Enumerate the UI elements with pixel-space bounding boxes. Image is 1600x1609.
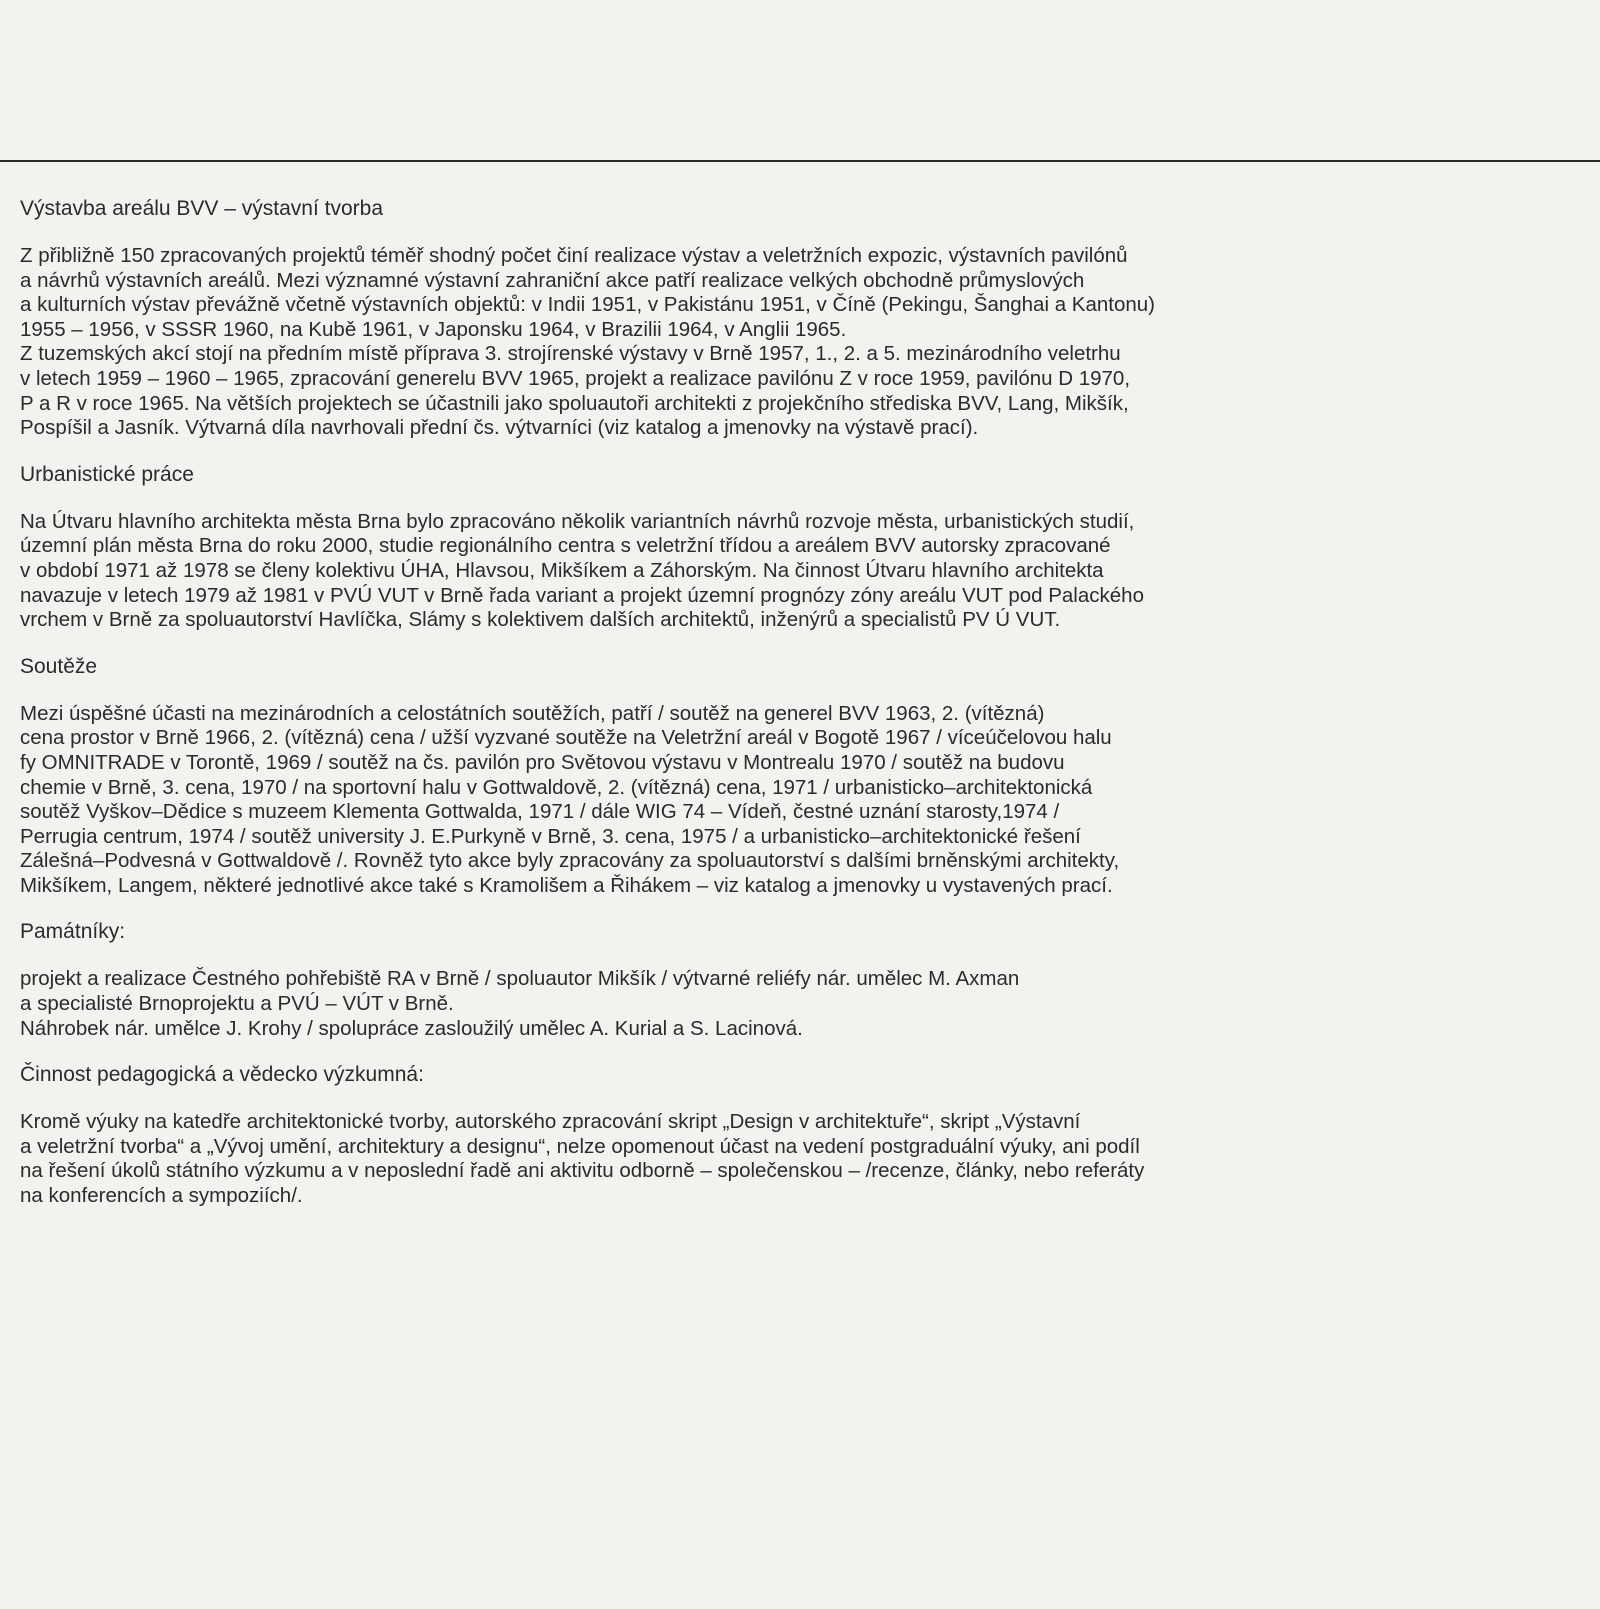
text-line: Z přibližně 150 zpracovaných projektů téměř shodný počet činí realizace výstav a veletržních expozic, výstavních pavilónů: [20, 244, 1128, 267]
text-line: Zálešná–Podvesná v Gottwaldově /. Rovněž tyto akce byly zpracovány za spoluautorství s dalšími brněnskými architekty,: [20, 849, 1120, 873]
section-memorials: [20, 918, 1460, 1041]
section-body: [20, 702, 1460, 899]
section-heading: Činnost pedagogická a vědecko výzkumná:: [20, 1063, 424, 1087]
text-line: navazuje v letech 1979 až 1981 v PVÚ VUT v Brně řada variant a projekt územní prognózy zóny areálu VUT pod Palackého: [20, 583, 1144, 607]
section-body: [20, 967, 1460, 1041]
section-heading: Urbanistické práce: [20, 462, 194, 486]
text-line: a specialisté Brnoprojektu a PVÚ – VÚT v Brně.: [20, 992, 454, 1016]
text-line: cena prostor v Brně 1966, 2. (vítězná) cena / užší vyzvané soutěže na Veletržní areál v Bogotě 1967 / víceúčelovou halu: [20, 726, 1112, 750]
document-content: [20, 195, 1460, 1209]
text-line: P a R v roce 1965. Na větších projektech se účastnili jako spoluautoři architekti z projekčního střediska BVV, Lang, Mikšík,: [20, 391, 1129, 415]
text-line: fy OMNITRADE v Torontě, 1969 / soutěž na čs. pavilón pro Světovou výstavu v Montrealu 1970 / soutěž na budovu: [20, 750, 1065, 774]
section-heading: Výstavba areálu BVV – výstavní tvorba: [20, 197, 384, 220]
section-body: [20, 510, 1460, 633]
section-competitions: [20, 653, 1460, 899]
text-line: a kulturních výstav převážně včetně výstavních objektů: v Indii 1951, v Pakistánu 1951, v Číně (Pekingu, Šanghai a Kantonu): [20, 293, 1155, 317]
horizontal-rule: [0, 160, 1600, 162]
text-line: v období 1971 až 1978 se členy kolektivu ÚHA, Hlavsou, Mikšíkem a Záhorským. Na činnost Útvaru hlavního architekta: [20, 558, 1104, 582]
text-line: územní plán města Brna do roku 2000, studie regionálního centra s veletržní třídou a areálem BVV autorsky zpracované: [20, 534, 1111, 558]
text-line: chemie v Brně, 3. cena, 1970 / na sportovní halu v Gottwaldově, 2. (vítězná) cena, 1971 / urbanisticko–architektonická: [20, 775, 1093, 799]
text-line: Náhrobek nár. umělce J. Krohy / spolupráce zasloužilý umělec A. Kurial a S. Lacinová.: [20, 1016, 803, 1040]
text-line: a veletržní tvorba“ a „Vývoj umění, architektury a designu“, nelze opomenout účast na vedení postgraduální výuky, ani podíl: [20, 1134, 1140, 1158]
text-line: Mezi úspěšné účasti na mezinárodních a celostátních soutěžích, patří / soutěž na generel BVV 1963, 2. (vítězná): [20, 701, 1045, 725]
text-line: a návrhů výstavních areálů. Mezi významné výstavní zahraniční akce patří realizace velkých obchodně průmyslových: [20, 268, 1085, 292]
section-body: [20, 244, 1460, 441]
text-line: na konferencích a sympoziích/.: [20, 1184, 303, 1208]
section-heading: Soutěže: [20, 654, 98, 678]
text-line: Kromě výuky na katedře architektonické tvorby, autorského zpracování skript „Design v architektuře“, skript „Výstavní: [20, 1110, 1081, 1134]
text-line: soutěž Vyškov–Dědice s muzeem Klementa Gottwalda, 1971 / dále WIG 74 – Vídeň, čestné uznání starosty,1974 /: [20, 800, 1060, 824]
text-line: Pospíšil a Jasník. Výtvarná díla navrhovali přední čs. výtvarníci (viz katalog a jmenovky na výstavě prací).: [20, 416, 979, 440]
text-line: vrchem v Brně za spoluautorství Havlíčka, Slámy s kolektivem dalších architektů, inženýrů a specialistů PV Ú VUT.: [20, 608, 1061, 632]
section-pedagogy-research: [20, 1061, 1460, 1208]
text-line: Perrugia centrum, 1974 / soutěž university J. E.Purkyně v Brně, 3. cena, 1975 / a urbanisticko–architektonické řešení: [20, 824, 1081, 848]
text-line: Z tuzemských akcí stojí na předním místě příprava 3. strojírenské výstavy v Brně 1957, 1., 2. a 5. mezinárodního veletrhu: [20, 342, 1121, 366]
section-body: [20, 1110, 1460, 1208]
text-line: 1955 – 1956, v SSSR 1960, na Kubě 1961, v Japonsku 1964, v Brazilii 1964, v Anglii 1965.: [20, 317, 847, 341]
section-exhibition: [20, 195, 1460, 441]
text-line: Na Útvaru hlavního architekta města Brna bylo zpracováno několik variantních návrhů rozvoje města, urbanistických studií,: [20, 509, 1135, 533]
text-line: na řešení úkolů státního výzkumu a v neposlední řadě ani aktivitu odborně – společenskou – /recenze, články, nebo referáty: [20, 1159, 1145, 1183]
text-line: v letech 1959 – 1960 – 1965, zpracování generelu BVV 1965, projekt a realizace pavilónu Z v roce 1959, pavilónu D 1970,: [20, 366, 1131, 390]
section-heading: Památníky:: [20, 920, 126, 944]
section-urban-planning: [20, 461, 1460, 633]
text-line: Mikšíkem, Langem, některé jednotlivé akce také s Kramolišem a Řihákem – viz katalog a jmenovky u vystavených prací.: [20, 873, 1113, 897]
text-line: projekt a realizace Čestného pohřebiště RA v Brně / spoluautor Mikšík / výtvarné reliéfy nár. umělec M. Axman: [20, 967, 1020, 991]
